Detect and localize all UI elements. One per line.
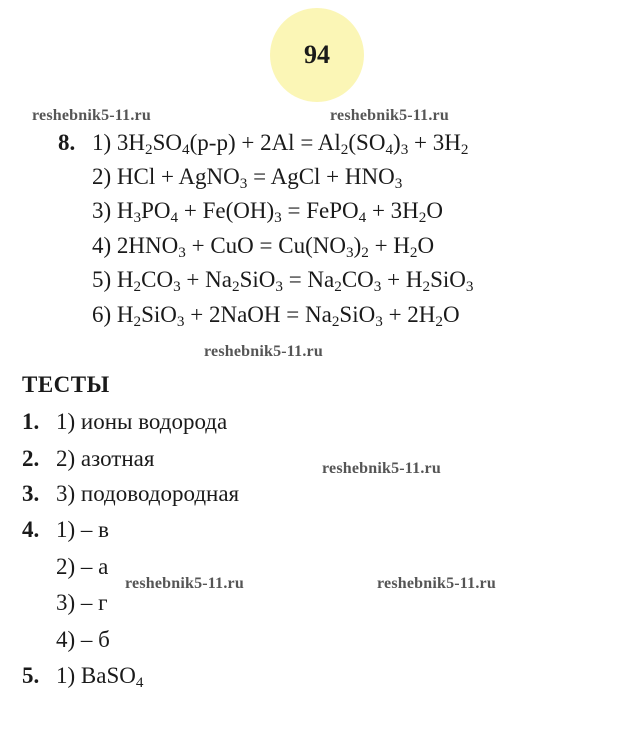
test-4-answer-2: 2) – а — [56, 554, 109, 579]
test-5-number: 5. — [22, 663, 40, 688]
test-1-number: 1. — [22, 409, 40, 434]
watermark-5: reshebnik5-11.ru — [125, 575, 244, 592]
watermark-6: reshebnik5-11.ru — [377, 575, 496, 592]
test-4-answer-4: 4) – б — [56, 627, 110, 652]
equation-1: 1) $3H_2SO_4(р-р) + 2Al = Al_2(SO_4)_3 + 3H_2$ — [92, 130, 469, 158]
equation-2: 2) HCl + AgNO$_3$ = AgCl + $HNO_3$ — [92, 164, 403, 192]
test-2-answer: 2) азотная — [56, 446, 155, 471]
watermark-2: reshebnik5-11.ru — [330, 107, 449, 124]
test-4-answer-3: 3) – г — [56, 590, 108, 615]
page-number-badge — [270, 8, 364, 102]
task-8-number: 8. — [58, 130, 76, 155]
test-4-answer-1: 1) – в — [56, 517, 110, 542]
watermark-4: reshebnik5-11.ru — [322, 460, 441, 477]
page-number: 94 — [304, 40, 330, 69]
equation-4: 4) $2HNO_3$ + CuO = $Cu(NO_3)_2 + H_2O$ — [92, 233, 435, 261]
test-3-answer: 3) подоводородная — [56, 481, 240, 506]
watermark-3: reshebnik5-11.ru — [204, 343, 323, 360]
tests-heading: ТЕСТЫ — [22, 372, 110, 397]
equation-5: 5) $H_2CO_3 + Na_2SiO_3 = Na_2CO_3 + H_2SiO_3$ — [92, 267, 474, 295]
equation-3: 3) $H_3PO_4 + Fe(OH)_3$ = FePO$_4$ + $3H_2O$ — [92, 198, 444, 226]
test-5-answer: 1) BaSO$_4$ — [56, 663, 144, 691]
test-2-number: 2. — [22, 446, 40, 471]
test-3-number: 3. — [22, 481, 40, 506]
test-4-number: 4. — [22, 517, 40, 542]
watermark-1: reshebnik5-11.ru — [32, 107, 151, 124]
equation-6: 6) $H_2SiO_3$ + 2NaOH = $Na_2SiO_3 + 2H_2O$ — [92, 302, 460, 330]
test-1-answer: 1) ионы водорода — [56, 409, 228, 434]
